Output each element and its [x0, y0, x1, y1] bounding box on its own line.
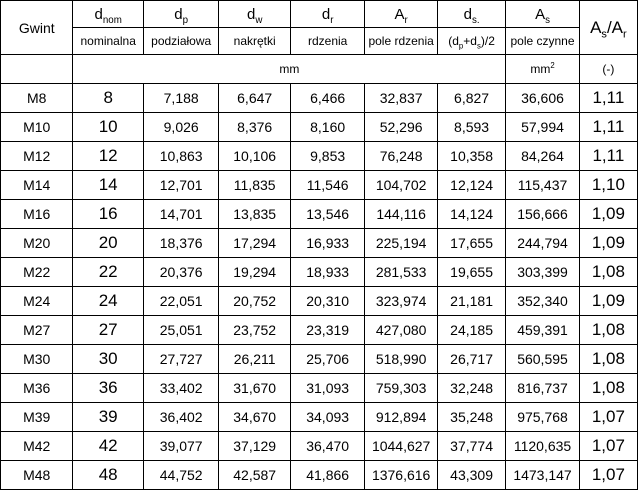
formula-sub: p — [458, 41, 464, 51]
cell-dp: 18,376 — [143, 229, 219, 258]
cell-nominal: 27 — [73, 316, 143, 345]
cell-as: 156,666 — [506, 200, 580, 229]
cell-ratio: 1,09 — [579, 229, 637, 258]
cell-ratio: 1,09 — [579, 287, 637, 316]
cell-dw: 23,752 — [219, 316, 290, 345]
desc-podzialowa: podziałowa — [143, 28, 219, 55]
cell-dp: 10,863 — [143, 142, 219, 171]
cell-ar: 32,837 — [365, 84, 437, 113]
cell-ar: 104,702 — [365, 171, 437, 200]
symbol-d-s — [437, 1, 505, 28]
cell-ratio: 1,08 — [579, 345, 637, 374]
cell-ds: 6,827 — [437, 84, 505, 113]
cell-dr: 20,310 — [290, 287, 365, 316]
cell-nominal: 22 — [73, 258, 143, 287]
cell-ds: 21,181 — [437, 287, 505, 316]
cell-ratio: 1,08 — [579, 374, 637, 403]
cell-dr: 13,546 — [290, 200, 365, 229]
cell-dr: 36,470 — [290, 432, 365, 461]
cell-dr: 6,466 — [290, 84, 365, 113]
cell-nominal: 42 — [73, 432, 143, 461]
symbol-sub: w — [255, 14, 263, 26]
cell-gwint: M39 — [1, 403, 73, 432]
cell-as: 115,437 — [506, 171, 580, 200]
header-description-row — [1, 28, 638, 55]
table-row — [1, 200, 638, 229]
cell-gwint: M36 — [1, 374, 73, 403]
cell-ratio: 1,07 — [579, 461, 637, 490]
cell-gwint: M20 — [1, 229, 73, 258]
ratio-den: A — [611, 17, 624, 37]
symbol-base: d — [246, 5, 256, 23]
ratio-header — [579, 1, 637, 55]
cell-gwint: M30 — [1, 345, 73, 374]
cell-dp: 27,727 — [143, 345, 219, 374]
cell-nominal: 20 — [73, 229, 143, 258]
cell-gwint: M27 — [1, 316, 73, 345]
table-row — [1, 113, 638, 142]
symbol-a-r — [365, 1, 437, 28]
table-body — [1, 84, 638, 490]
cell-nominal: 39 — [73, 403, 143, 432]
cell-as: 84,264 — [506, 142, 580, 171]
symbol-d-nom — [73, 1, 143, 28]
symbol-sub: nom — [102, 14, 122, 26]
cell-dr: 18,933 — [290, 258, 365, 287]
table-row — [1, 461, 638, 490]
formula-sub: s — [476, 41, 481, 51]
table-row — [1, 403, 638, 432]
formula-part: )/2 — [480, 34, 495, 48]
cell-nominal: 36 — [73, 374, 143, 403]
table-row — [1, 345, 638, 374]
table-row — [1, 171, 638, 200]
cell-ar: 144,116 — [365, 200, 437, 229]
cell-ar: 518,990 — [365, 345, 437, 374]
cell-dr: 11,546 — [290, 171, 365, 200]
unit-base: mm — [530, 62, 551, 76]
cell-ratio: 1,09 — [579, 200, 637, 229]
table-row — [1, 84, 638, 113]
cell-gwint: M42 — [1, 432, 73, 461]
cell-dw: 11,835 — [219, 171, 290, 200]
cell-gwint: M16 — [1, 200, 73, 229]
cell-as: 560,595 — [506, 345, 580, 374]
cell-ar: 76,248 — [365, 142, 437, 171]
cell-dp: 25,051 — [143, 316, 219, 345]
table-row — [1, 258, 638, 287]
symbol-base: A — [394, 5, 405, 23]
cell-dw: 6,647 — [219, 84, 290, 113]
cell-dr: 16,933 — [290, 229, 365, 258]
cell-ds: 8,593 — [437, 113, 505, 142]
cell-ratio: 1,11 — [579, 113, 637, 142]
cell-dp: 7,188 — [143, 84, 219, 113]
symbol-d-p — [143, 1, 219, 28]
cell-ar: 912,894 — [365, 403, 437, 432]
cell-dr: 41,866 — [290, 461, 365, 490]
cell-ds: 24,185 — [437, 316, 505, 345]
cell-as: 459,391 — [506, 316, 580, 345]
unit-mm2 — [506, 55, 580, 84]
ratio-den-sub: r — [623, 27, 627, 40]
header-unit-row — [1, 55, 638, 84]
table-row — [1, 374, 638, 403]
cell-nominal: 8 — [73, 84, 143, 113]
unit-empty-cell — [1, 55, 73, 84]
cell-ratio: 1,10 — [579, 171, 637, 200]
cell-dp: 14,701 — [143, 200, 219, 229]
formula-part: (d — [448, 34, 459, 48]
table-row — [1, 229, 638, 258]
desc-rdzenia: rdzenia — [290, 28, 365, 55]
table-header — [1, 1, 638, 84]
unit-sup: 2 — [550, 61, 555, 70]
cell-nominal: 30 — [73, 345, 143, 374]
cell-dw: 26,211 — [219, 345, 290, 374]
symbol-base: d — [174, 5, 183, 23]
desc-nominalna: nominalna — [73, 28, 143, 55]
cell-dr: 9,853 — [290, 142, 365, 171]
cell-dp: 22,051 — [143, 287, 219, 316]
cell-ds: 35,248 — [437, 403, 505, 432]
cell-as: 1473,147 — [506, 461, 580, 490]
cell-ds: 12,124 — [437, 171, 505, 200]
cell-nominal: 16 — [73, 200, 143, 229]
table-row — [1, 432, 638, 461]
desc-nakretki: nakrętki — [219, 28, 290, 55]
symbol-base: A — [535, 5, 546, 23]
symbol-base: d — [321, 5, 331, 23]
cell-nominal: 14 — [73, 171, 143, 200]
ratio-slash: / — [606, 17, 612, 37]
cell-ratio: 1,08 — [579, 258, 637, 287]
cell-dp: 39,077 — [143, 432, 219, 461]
cell-dw: 8,376 — [219, 113, 290, 142]
cell-gwint: M24 — [1, 287, 73, 316]
gwint-header: Gwint — [1, 1, 73, 55]
symbol-d-r — [290, 1, 365, 28]
cell-ds: 17,655 — [437, 229, 505, 258]
cell-dw: 34,670 — [219, 403, 290, 432]
cell-dw: 13,835 — [219, 200, 290, 229]
desc-ds-formula — [437, 28, 505, 55]
cell-ar: 1376,616 — [365, 461, 437, 490]
unit-ratio: (-) — [579, 55, 637, 84]
cell-ratio: 1,07 — [579, 403, 637, 432]
symbol-a-s — [506, 1, 580, 28]
cell-dr: 23,319 — [290, 316, 365, 345]
cell-dw: 37,129 — [219, 432, 290, 461]
header-symbol-row — [1, 1, 638, 28]
cell-dw: 17,294 — [219, 229, 290, 258]
cell-dr: 25,706 — [290, 345, 365, 374]
cell-ar: 281,533 — [365, 258, 437, 287]
cell-ar: 427,080 — [365, 316, 437, 345]
cell-as: 1120,635 — [506, 432, 580, 461]
cell-ar: 759,303 — [365, 374, 437, 403]
cell-ds: 26,717 — [437, 345, 505, 374]
cell-as: 244,794 — [506, 229, 580, 258]
table-row — [1, 316, 638, 345]
cell-as: 816,737 — [506, 374, 580, 403]
cell-dr: 8,160 — [290, 113, 365, 142]
cell-ds: 32,248 — [437, 374, 505, 403]
cell-dp: 12,701 — [143, 171, 219, 200]
cell-ar: 1044,627 — [365, 432, 437, 461]
symbol-sub: s. — [471, 14, 480, 26]
cell-ds: 14,124 — [437, 200, 505, 229]
cell-ratio: 1,07 — [579, 432, 637, 461]
cell-gwint: M22 — [1, 258, 73, 287]
cell-ds: 43,309 — [437, 461, 505, 490]
cell-dp: 44,752 — [143, 461, 219, 490]
cell-nominal: 48 — [73, 461, 143, 490]
cell-ds: 19,655 — [437, 258, 505, 287]
cell-ds: 10,358 — [437, 142, 505, 171]
cell-dw: 20,752 — [219, 287, 290, 316]
cell-ratio: 1,11 — [579, 142, 637, 171]
table-row — [1, 287, 638, 316]
cell-nominal: 10 — [73, 113, 143, 142]
ratio-num-sub: s — [601, 27, 607, 40]
cell-dp: 36,402 — [143, 403, 219, 432]
cell-gwint: M12 — [1, 142, 73, 171]
formula-part: +d — [463, 34, 477, 48]
cell-as: 57,994 — [506, 113, 580, 142]
cell-ratio: 1,11 — [579, 84, 637, 113]
cell-as: 303,399 — [506, 258, 580, 287]
cell-dr: 34,093 — [290, 403, 365, 432]
cell-nominal: 12 — [73, 142, 143, 171]
cell-ds: 37,774 — [437, 432, 505, 461]
symbol-d-w — [219, 1, 290, 28]
cell-ar: 52,296 — [365, 113, 437, 142]
cell-gwint: M8 — [1, 84, 73, 113]
symbol-base: d — [94, 5, 103, 23]
cell-as: 352,340 — [506, 287, 580, 316]
cell-dp: 9,026 — [143, 113, 219, 142]
desc-pole-czynne: pole czynne — [506, 28, 580, 55]
cell-dw: 42,587 — [219, 461, 290, 490]
cell-gwint: M10 — [1, 113, 73, 142]
desc-pole-rdzenia: pole rdzenia — [365, 28, 437, 55]
symbol-sub: p — [182, 14, 189, 26]
unit-mm: mm — [73, 55, 506, 84]
ratio-num: A — [590, 17, 602, 37]
cell-dw: 19,294 — [219, 258, 290, 287]
symbol-sub: s — [545, 14, 550, 26]
cell-dw: 31,670 — [219, 374, 290, 403]
cell-ratio: 1,08 — [579, 316, 637, 345]
cell-gwint: M14 — [1, 171, 73, 200]
table-row — [1, 142, 638, 171]
cell-gwint: M48 — [1, 461, 73, 490]
symbol-sub: r — [330, 14, 334, 26]
symbol-base: d — [463, 5, 472, 23]
cell-as: 975,768 — [506, 403, 580, 432]
cell-ar: 225,194 — [365, 229, 437, 258]
cell-dw: 10,106 — [219, 142, 290, 171]
cell-dp: 33,402 — [143, 374, 219, 403]
cell-as: 36,606 — [506, 84, 580, 113]
cell-ar: 323,974 — [365, 287, 437, 316]
cell-nominal: 24 — [73, 287, 143, 316]
cell-dp: 20,376 — [143, 258, 219, 287]
symbol-sub: r — [404, 14, 408, 26]
cell-dr: 31,093 — [290, 374, 365, 403]
